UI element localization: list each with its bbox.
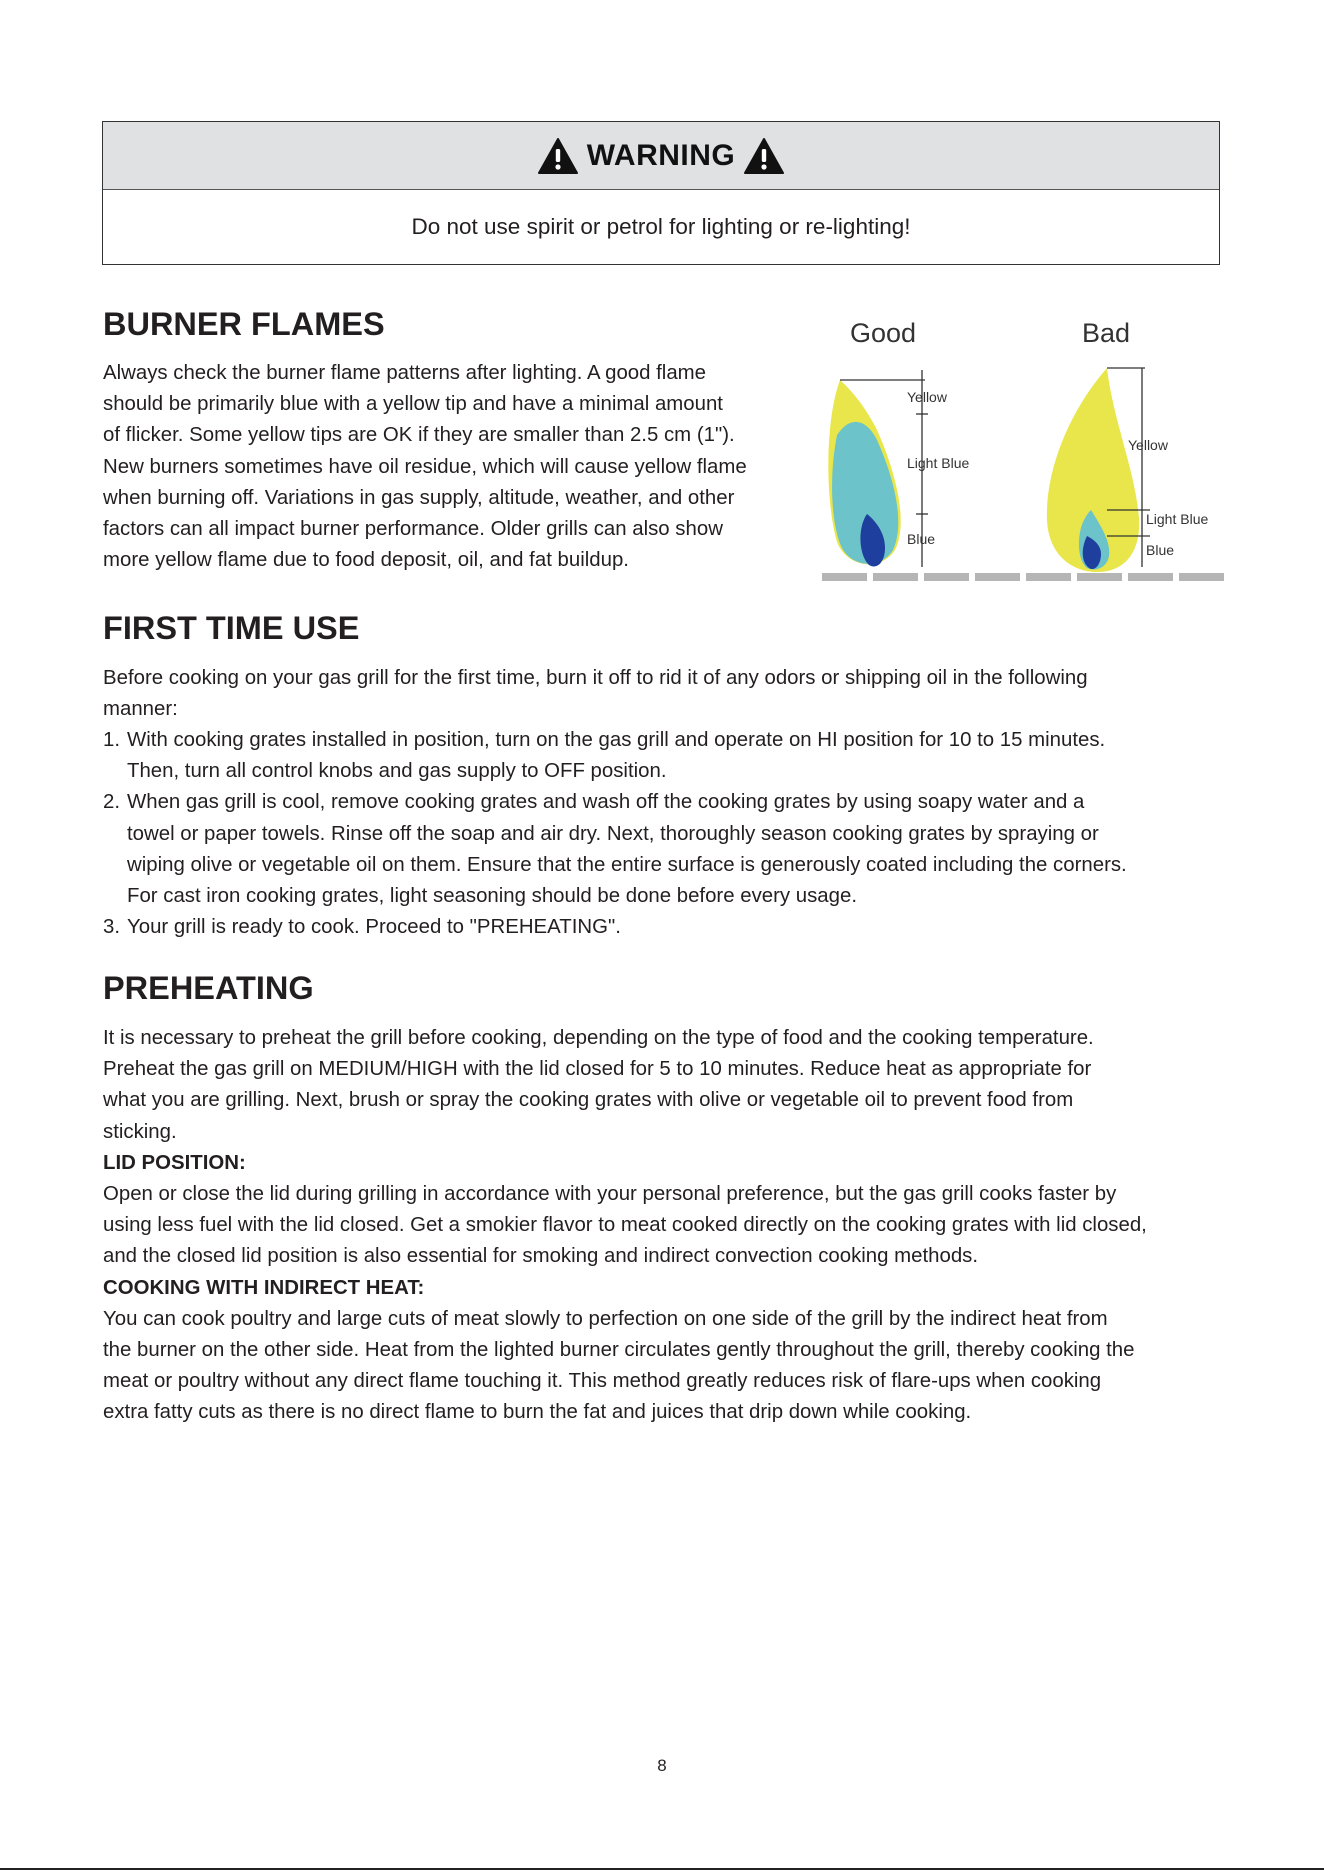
text-line: factors can all impact burner performance. Older grills can also show [103, 518, 723, 541]
bad-light-blue-label: Light Blue [1146, 511, 1209, 527]
first-time-use-steps [103, 725, 1233, 943]
list-item [103, 725, 1233, 787]
section-title-burner-flames: BURNER FLAMES [103, 306, 385, 342]
list-item [103, 912, 1233, 943]
text-line: New burners sometimes have oil residue, which will cause yellow flame [103, 455, 747, 478]
text-line: more yellow flame due to food deposit, oil, and fat buildup. [103, 549, 629, 572]
step-number: 1. [103, 729, 121, 751]
burner-grate [822, 573, 1224, 581]
text-line: sticking. [103, 1120, 177, 1143]
text-line: manner: [103, 698, 178, 721]
text-line: Your grill is ready to cook. Proceed to "PREHEATING". [127, 916, 621, 939]
text-line: Then, turn all control knobs and gas supply to OFF position. [127, 760, 667, 783]
section-title-first-time-use: FIRST TIME USE [103, 610, 360, 646]
text-line: when burning off. Variations in gas supply, altitude, weather, and other [103, 486, 735, 509]
text-line: When gas grill is cool, remove cooking grates and wash off the cooking grates by using soapy water and a [127, 791, 1085, 814]
warning-title: WARNING [586, 138, 736, 172]
first-time-use-intro [103, 663, 1233, 725]
good-label: Good [850, 318, 917, 348]
text-line: of flicker. Some yellow tips are OK if they are smaller than 2.5 cm (1"). [103, 424, 735, 447]
good-blue-label: Blue [907, 531, 936, 547]
text-line: towel or paper towels. Rinse off the soap and air dry. Next, thoroughly season cooking grates by spraying or [127, 822, 1099, 845]
warning-text: Do not use spirit or petrol for lighting or re-lighting! [411, 214, 911, 239]
warning-box [102, 121, 1220, 265]
bad-yellow-label: Yellow [1128, 437, 1168, 453]
text-line: extra fatty cuts as there is no direct flame to burn the fat and juices that drip down while cooking. [103, 1401, 972, 1424]
list-item [103, 787, 1233, 912]
flame-diagram [815, 310, 1230, 590]
text-line: what you are grilling. Next, brush or spray the cooking grates with olive or vegetable oil to prevent food from [103, 1089, 1074, 1112]
warning-triangle-icon [537, 137, 579, 175]
text-line: Always check the burner flame patterns after lighting. A good flame [103, 362, 706, 384]
text-line: Before cooking on your gas grill for the first time, burn it off to rid it of any odors or shipping oil in the following [103, 667, 1088, 689]
burner-flames-paragraph [103, 358, 803, 576]
good-yellow-label: Yellow [907, 389, 947, 405]
step-number: 2. [103, 791, 121, 814]
lid-position-heading: LID POSITION: [103, 1151, 246, 1174]
warning-triangle-icon [743, 137, 785, 175]
good-flame-icon [828, 380, 900, 566]
text-line: You can cook poultry and large cuts of meat slowly to perfection on one side of the grill by the indirect heat from [103, 1307, 1108, 1330]
page-number: 8 [657, 1756, 667, 1775]
text-line: With cooking grates installed in position, turn on the gas grill and operate on HI position for 10 to 15 minutes. [127, 729, 1106, 751]
text-line: meat or poultry without any direct flame touching it. This method greatly reduces risk of flare-ups when cooking [103, 1370, 1102, 1393]
text-line: should be primarily blue with a yellow tip and have a minimal amount [103, 393, 723, 416]
section-title-preheating: PREHEATING [103, 970, 314, 1006]
text-line: the burner on the other side. Heat from the lighted burner circulates gently throughout the grill, thereby cooking the [103, 1339, 1135, 1362]
indirect-heat-heading: COOKING WITH INDIRECT HEAT: [103, 1276, 425, 1299]
text-line: Preheat the gas grill on MEDIUM/HIGH with the lid closed for 5 to 10 minutes. Reduce heat as appropriate for [103, 1058, 1092, 1081]
good-light-blue-label: Light Blue [907, 455, 970, 471]
preheating-paragraph [103, 1023, 1233, 1429]
bottom-rule [0, 1868, 1324, 1870]
text-line: and the closed lid position is also essential for smoking and indirect convection cooking methods. [103, 1245, 979, 1268]
bad-label: Bad [1082, 318, 1131, 348]
step-number: 3. [103, 916, 121, 939]
text-line: For cast iron cooking grates, light seasoning should be done before every usage. [127, 885, 857, 908]
text-line: Open or close the lid during grilling in accordance with your personal preference, but the gas grill cooks faster by [103, 1183, 1117, 1206]
bad-flame-icon [1047, 368, 1139, 572]
text-line: wiping olive or vegetable oil on them. Ensure that the entire surface is generously coated including the corners. [127, 853, 1127, 876]
warning-header [103, 122, 1219, 190]
text-line: It is necessary to preheat the grill before cooking, depending on the type of food and the cooking temperature. [103, 1027, 1094, 1049]
bad-blue-label: Blue [1146, 542, 1175, 558]
text-line: using less fuel with the lid closed. Get a smokier flavor to meat cooked directly on the cooking grates with lid closed, [103, 1214, 1147, 1237]
